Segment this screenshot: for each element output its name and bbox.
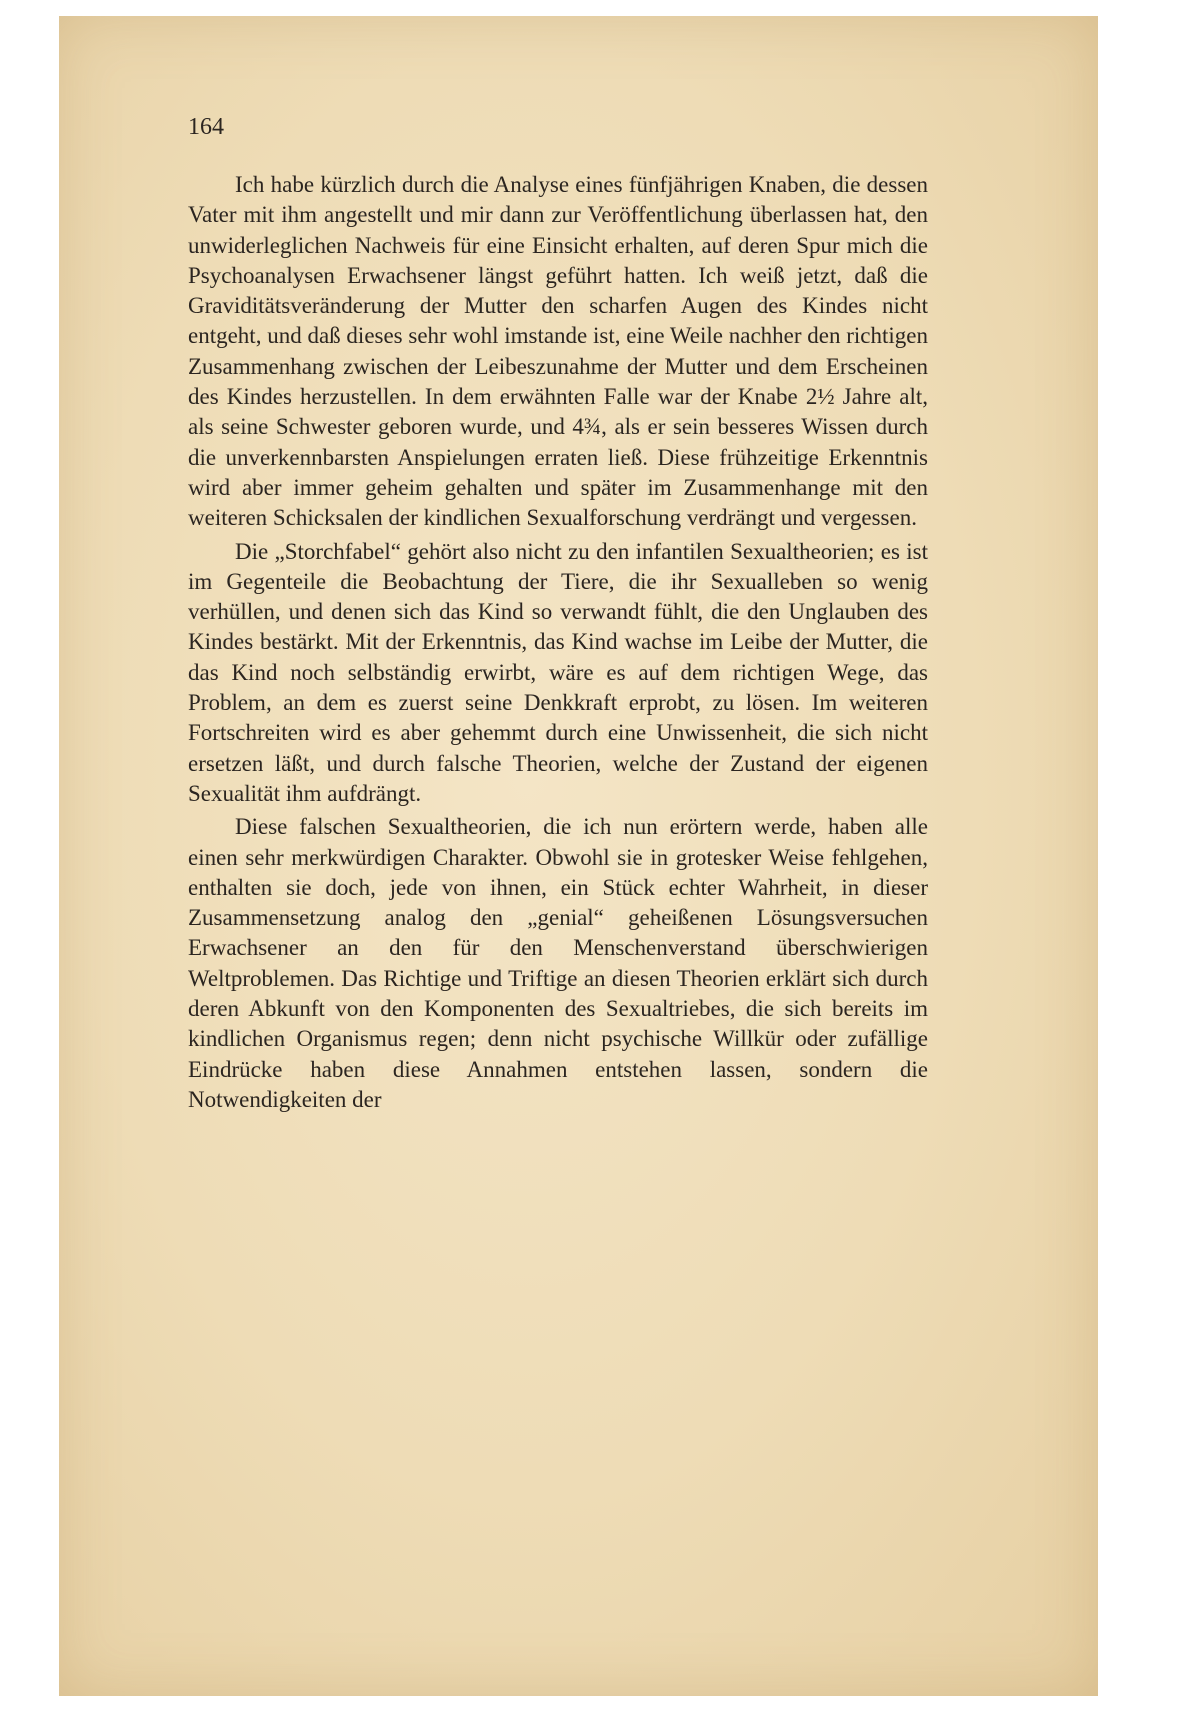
- page-number: 164: [188, 114, 224, 140]
- paragraph: Diese falschen Sexualtheorien, die ich nun erörtern werde, haben alle einen sehr merkwürdigen Charakter. Obwohl sie in grotesker Weise fehlgehen, enthalten sie doch, jede von ihnen, ein Stück echter Wahrheit, in dieser Zusammensetzung analog den „genial“ geheißenen Lösungsversuchen Erwachsener an den für den Menschenverstand überschwierigen Weltproblemen. Das Richtige und Triftige an diesen Theorien erklärt sich durch deren Abkunft von den Komponenten des Sexualtriebes, die sich bereits im kindlichen Organismus regen; denn nicht psychische Willkür oder zufällige Eindrücke haben diese Annahmen entstehen lassen, sondern die Notwendigkeiten der: [188, 814, 928, 1112]
- paragraph: Die „Storchfabel“ gehört also nicht zu den infantilen Sexualtheorien; es ist im Gegenteile die Beobachtung der Tiere, die ihr Sexualleben so wenig verhüllen, und denen sich das Kind so verwandt fühlt, die den Unglauben des Kindes bestärkt. Mit der Erkenntnis, das Kind wachse im Leibe der Mutter, die das Kind noch selbständig erwirbt, wäre es auf dem richtigen Wege, das Problem, an dem es zuerst seine Denkkraft erprobt, zu lösen. Im weiteren Fortschreiten wird es aber gehemmt durch eine Unwissenheit, die sich nicht ersetzen läßt, und durch falsche Theorien, welche der Zustand der eigenen Sexualität ihm aufdrängt.: [188, 538, 928, 806]
- body-text: [188, 170, 928, 1115]
- paragraph: Ich habe kürzlich durch die Analyse eines fünfjährigen Knaben, die dessen Vater mit ihm angestellt und mir dann zur Veröffentlichung überlassen hat, den unwiderleglichen Nachweis für eine Einsicht erhalten, auf deren Spur mich die Psychoanalysen Erwachsener längst geführt hatten. Ich weiß jetzt, daß die Graviditätsveränderung der Mutter den scharfen Augen des Kindes nicht entgeht, und daß dieses sehr wohl imstande ist, eine Weile nachher den richtigen Zusammenhang zwischen der Leibeszunahme der Mutter und dem Erscheinen des Kindes herzustellen. In dem erwähnten Falle war der Knabe 2½ Jahre alt, als seine Schwester geboren wurde, und 4¾, als er sein besseres Wissen durch die unverkennbarsten Anspielungen erraten ließ. Diese frühzeitige Erkenntnis wird aber immer geheim gehalten und später im Zusammenhange mit den weiteren Schicksalen der kindlichen Sexualforschung verdrängt und vergessen.: [188, 172, 928, 531]
